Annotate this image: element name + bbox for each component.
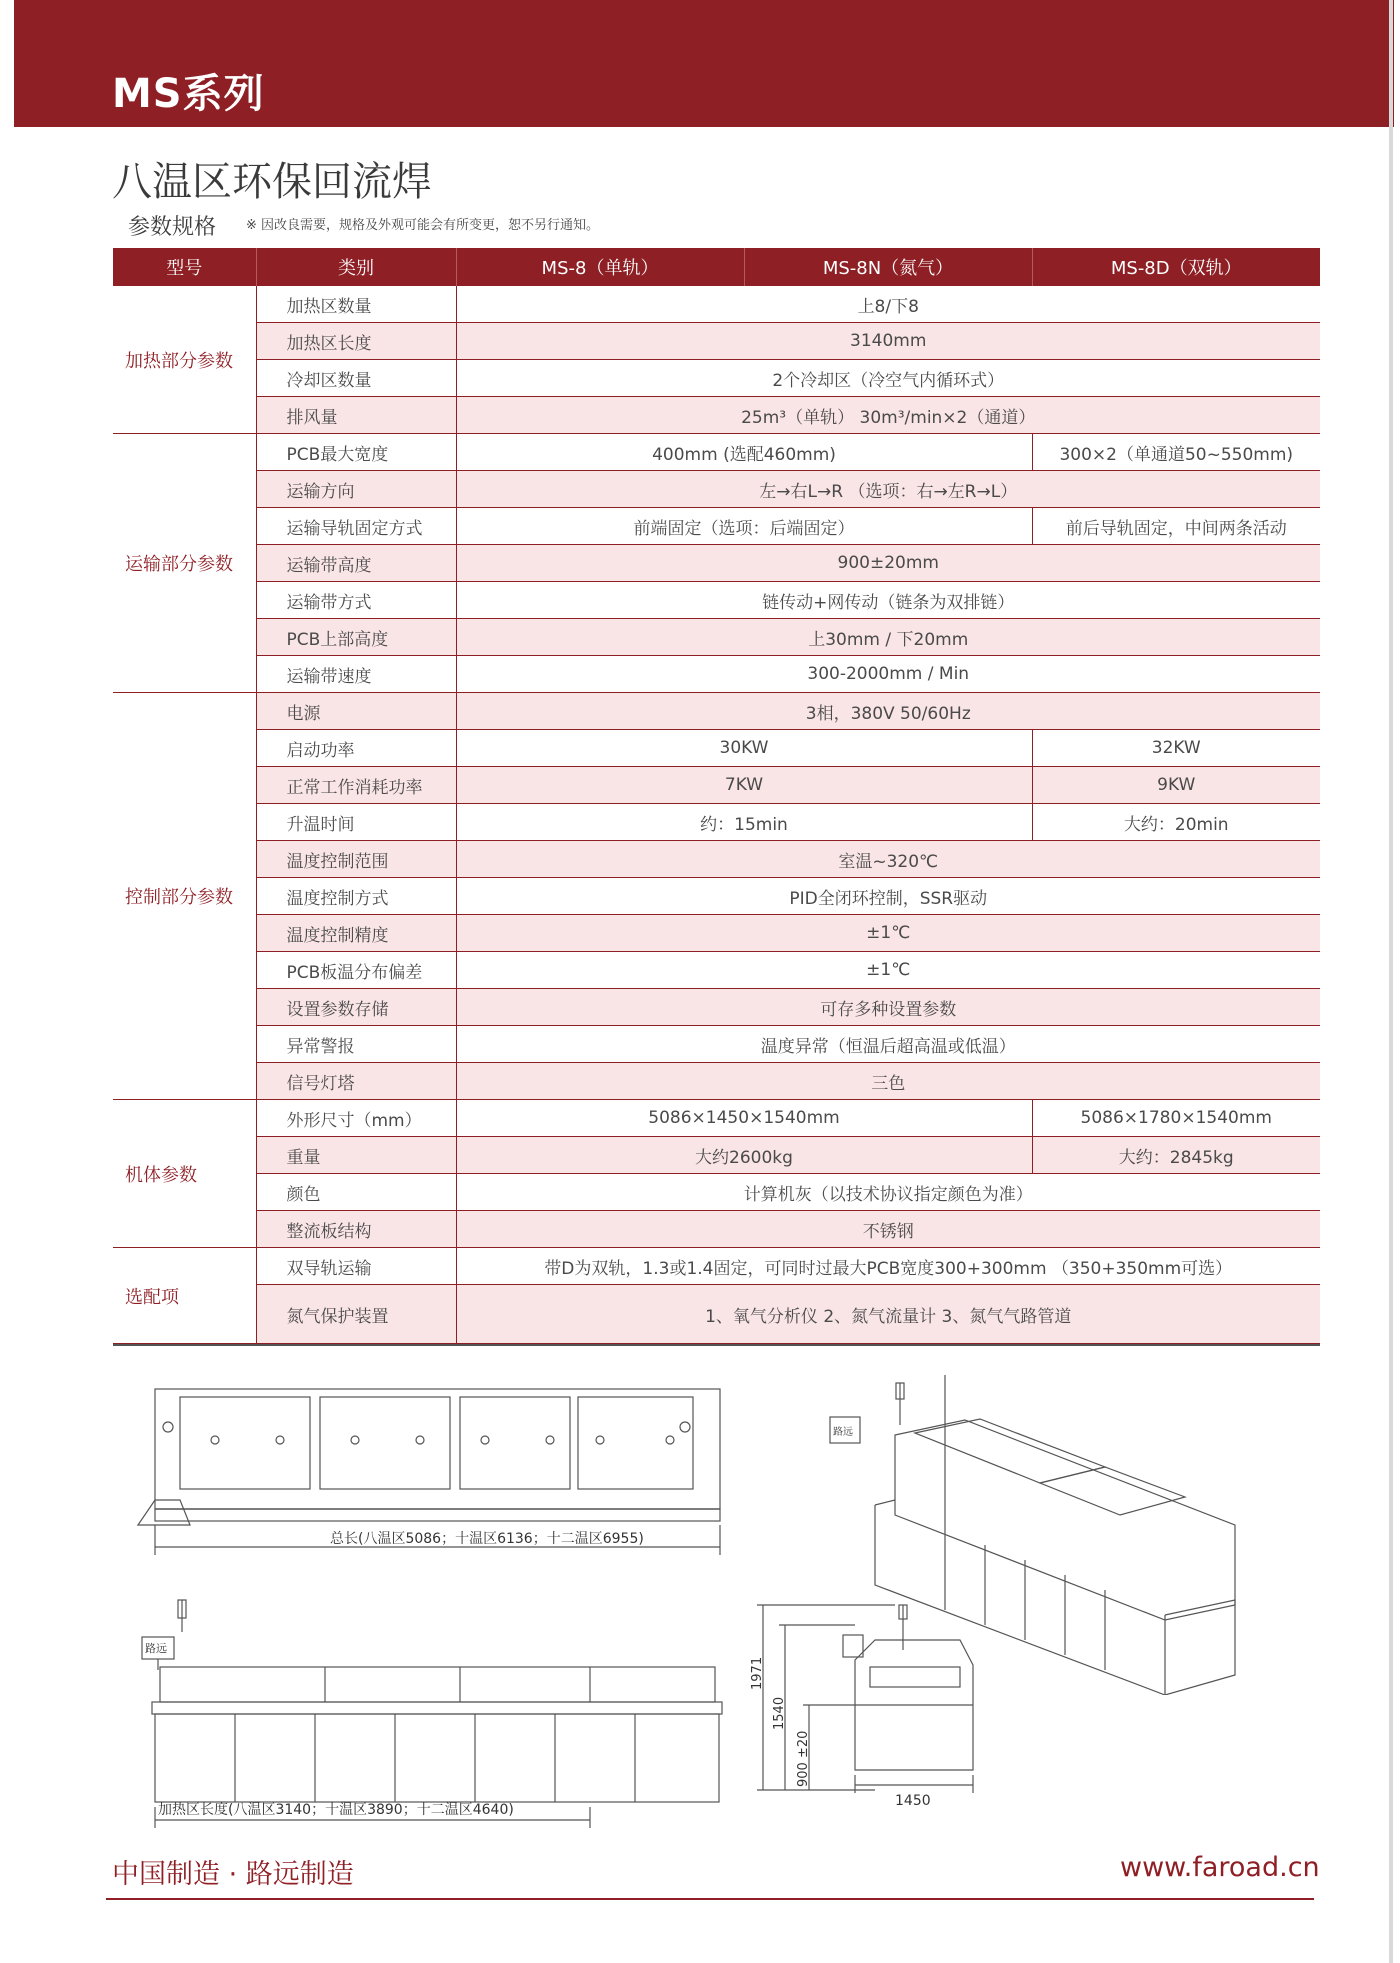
heating-length-label: 加热区长度(八温区3140；十温区3890；十二温区4640) xyxy=(158,1802,514,1818)
table-row xyxy=(113,952,1320,989)
table-row xyxy=(113,582,1320,619)
row-label: 重量 xyxy=(256,1137,456,1174)
row-value: 室温~320℃ xyxy=(456,841,1320,878)
row-value: 大约2600kg xyxy=(456,1137,1032,1174)
row-label: 运输带速度 xyxy=(256,656,456,693)
row-value: PID全闭环控制，SSR驱动 xyxy=(456,878,1320,915)
row-label: 颜色 xyxy=(256,1174,456,1211)
page-title: 八温区环保回流焊 xyxy=(112,159,432,205)
table-row xyxy=(113,323,1320,360)
table-row xyxy=(113,730,1320,767)
iso-brand-screen-label: 路远 xyxy=(833,1427,853,1438)
spec-table xyxy=(113,248,1320,1344)
row-value-dual: 9KW xyxy=(1032,767,1320,804)
row-value: 链传动+网传动（链条为双排链） xyxy=(456,582,1320,619)
machine-side-view-drawing xyxy=(130,1592,730,1832)
series-title: MS系列 xyxy=(112,71,265,117)
row-value-dual: 5086×1780×1540mm xyxy=(1032,1100,1320,1137)
row-value: 300-2000mm / Min xyxy=(456,656,1320,693)
row-value: 30KW xyxy=(456,730,1032,767)
row-label: 温度控制精度 xyxy=(256,915,456,952)
table-row xyxy=(113,989,1320,1026)
table-row xyxy=(113,915,1320,952)
row-value-dual: 300×2（单通道50~550mm) xyxy=(1032,434,1320,471)
table-row xyxy=(113,693,1320,730)
header-ms8: MS-8（单轨） xyxy=(456,248,744,286)
row-label: 异常警报 xyxy=(256,1026,456,1063)
machine-end-view-drawing xyxy=(745,1595,1005,1815)
row-value: 计算机灰（以技术协议指定颜色为准） xyxy=(456,1174,1320,1211)
group-control: 控制部分参数 xyxy=(113,693,256,1100)
row-label: 升温时间 xyxy=(256,804,456,841)
row-label: 运输带方式 xyxy=(256,582,456,619)
row-label: 温度控制方式 xyxy=(256,878,456,915)
table-row xyxy=(113,619,1320,656)
row-label: 冷却区数量 xyxy=(256,360,456,397)
table-header-row xyxy=(113,248,1320,286)
table-row xyxy=(113,1063,1320,1100)
brand-screen-label: 路远 xyxy=(145,1642,167,1655)
row-value: 400mm (选配460mm) xyxy=(456,434,1032,471)
header-model: 型号 xyxy=(113,248,256,286)
row-label: 正常工作消耗功率 xyxy=(256,767,456,804)
table-row xyxy=(113,1248,1320,1285)
row-label: PCB最大宽度 xyxy=(256,434,456,471)
row-label: 双导轨运输 xyxy=(256,1248,456,1285)
row-value: 上30mm / 下20mm xyxy=(456,619,1320,656)
table-row xyxy=(113,1211,1320,1248)
row-value: 三色 xyxy=(456,1063,1320,1100)
row-value: 5086×1450×1540mm xyxy=(456,1100,1032,1137)
table-row xyxy=(113,286,1320,323)
dim-1540: 1540 xyxy=(772,1696,787,1730)
table-row xyxy=(113,1174,1320,1211)
row-value: 左→右L→R （选项：右→左R→L） xyxy=(456,471,1320,508)
row-label: 信号灯塔 xyxy=(256,1063,456,1100)
row-value: 7KW xyxy=(456,767,1032,804)
table-row xyxy=(113,767,1320,804)
row-label: 整流板结构 xyxy=(256,1211,456,1248)
row-value: 不锈钢 xyxy=(456,1211,1320,1248)
row-value: 带D为双轨，1.3或1.4固定，可同时过最大PCB宽度300+300mm （350+350mm可选） xyxy=(456,1248,1320,1285)
row-label: 排风量 xyxy=(256,397,456,434)
row-label: 电源 xyxy=(256,693,456,730)
table-row xyxy=(113,1137,1320,1174)
row-label: 运输方向 xyxy=(256,471,456,508)
footer-website-link[interactable]: www.faroad.cn xyxy=(1120,1852,1320,1883)
table-row xyxy=(113,1026,1320,1063)
row-value: 上8/下8 xyxy=(456,286,1320,323)
row-value: ±1℃ xyxy=(456,915,1320,952)
table-row xyxy=(113,878,1320,915)
table-row xyxy=(113,1100,1320,1137)
row-value-dual: 大约：2845kg xyxy=(1032,1137,1320,1174)
group-options: 选配项 xyxy=(113,1248,256,1344)
dim-1450: 1450 xyxy=(895,1793,931,1809)
row-value: 可存多种设置参数 xyxy=(456,989,1320,1026)
dim-1971: 1971 xyxy=(750,1656,765,1690)
row-value: 900±20mm xyxy=(456,545,1320,582)
disclaimer-note: ※ 因改良需要，规格及外观可能会有所变更，恕不另行通知。 xyxy=(246,218,600,233)
row-label: 设置参数存储 xyxy=(256,989,456,1026)
row-label: 启动功率 xyxy=(256,730,456,767)
row-value-dual: 前后导轨固定，中间两条活动 xyxy=(1032,508,1320,545)
footer-slogan: 中国制造 · 路远制造 xyxy=(112,1859,354,1890)
row-label: 加热区数量 xyxy=(256,286,456,323)
table-row xyxy=(113,545,1320,582)
row-label: 外形尺寸（mm） xyxy=(256,1100,456,1137)
row-label: 温度控制范围 xyxy=(256,841,456,878)
group-machine: 机体参数 xyxy=(113,1100,256,1248)
table-row xyxy=(113,1285,1320,1344)
row-label: 运输导轨固定方式 xyxy=(256,508,456,545)
dim-900: 900 ±20 xyxy=(796,1730,811,1787)
header-ms8d: MS-8D（双轨） xyxy=(1032,248,1320,286)
table-row xyxy=(113,360,1320,397)
footer-rule xyxy=(106,1898,1314,1900)
row-label: PCB板温分布偏差 xyxy=(256,952,456,989)
machine-top-view-drawing xyxy=(130,1375,730,1565)
header-banner xyxy=(14,0,1394,127)
row-label: PCB上部高度 xyxy=(256,619,456,656)
table-row xyxy=(113,471,1320,508)
row-value: 25m³（单轨） 30m³/min×2（通道） xyxy=(456,397,1320,434)
row-value-dual: 大约：20min xyxy=(1032,804,1320,841)
header-ms8n: MS-8N（氮气） xyxy=(744,248,1032,286)
table-row xyxy=(113,508,1320,545)
header-category: 类别 xyxy=(256,248,456,286)
row-value: 前端固定（选项：后端固定） xyxy=(456,508,1032,545)
row-label: 加热区长度 xyxy=(256,323,456,360)
row-value: 约：15min xyxy=(456,804,1032,841)
table-bottom-rule xyxy=(113,1344,1320,1346)
row-value: 3相，380V 50/60Hz xyxy=(456,693,1320,730)
row-value: 3140mm xyxy=(456,323,1320,360)
table-row xyxy=(113,656,1320,693)
row-value: 1、氧气分析仪 2、氮气流量计 3、氮气气路管道 xyxy=(456,1285,1320,1344)
row-value: 2个冷却区（冷空气内循环式） xyxy=(456,360,1320,397)
row-value: 温度异常（恒温后超高温或低温） xyxy=(456,1026,1320,1063)
table-row xyxy=(113,434,1320,471)
table-row xyxy=(113,397,1320,434)
row-value-dual: 32KW xyxy=(1032,730,1320,767)
page-edge-line xyxy=(1389,0,1393,1963)
table-row xyxy=(113,804,1320,841)
table-row xyxy=(113,841,1320,878)
group-transport: 运输部分参数 xyxy=(113,434,256,693)
total-length-label: 总长(八温区5086；十温区6136；十二温区6955) xyxy=(330,1531,644,1547)
row-value: ±1℃ xyxy=(456,952,1320,989)
group-heating: 加热部分参数 xyxy=(113,286,256,434)
row-label: 运输带高度 xyxy=(256,545,456,582)
section-subtitle: 参数规格 xyxy=(128,215,217,240)
row-label: 氮气保护装置 xyxy=(256,1285,456,1344)
